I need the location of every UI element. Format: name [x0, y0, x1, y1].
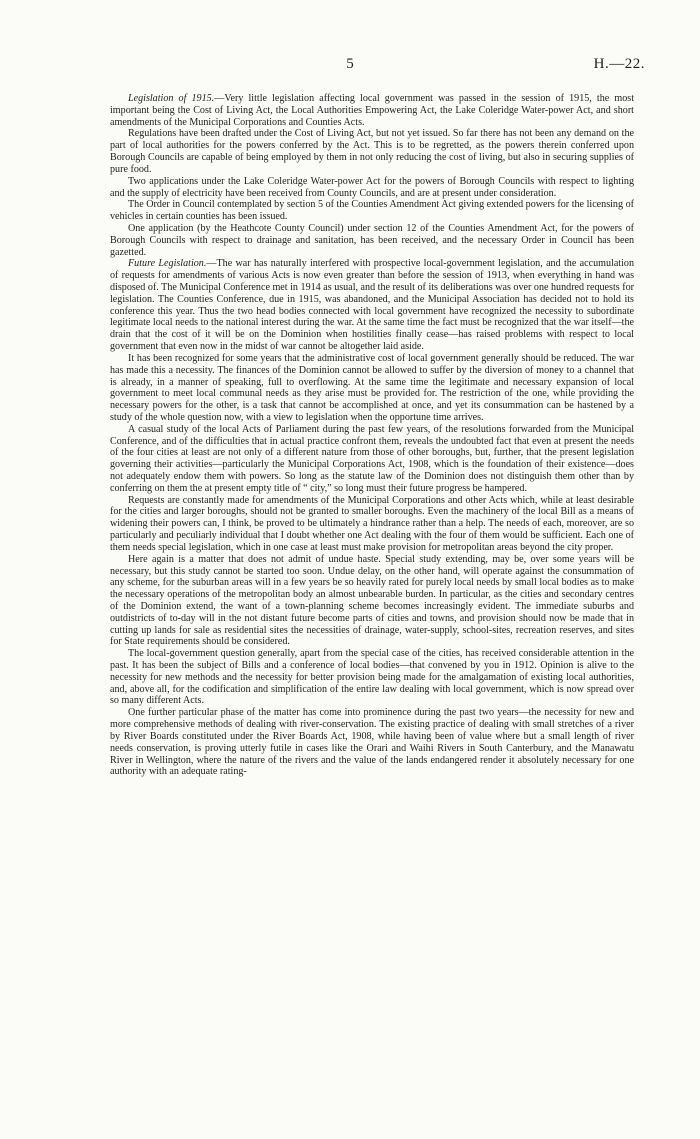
paragraph-text: Two applications under the Lake Coleridge Water-power Act for the powers of Borough Councils with respect to lighting and the supply of electricity have been received from County Councils, and are at present under consideration. [110, 175, 634, 199]
paragraph-text: —The war has naturally interfered with prospective local-government legislation, and the accumulation of requests for amendments of various Acts is now even greater than before the session of 1913, when everything in hand was disposed of. The Municipal Conference met in 1914 as usual, and the result of its deliberations was over one hundred requests for legislation. The Counties Conference, due in 1915, was abandoned, and the Municipal Association has decided not to hold its conference this year. Thus the two head bodies connected with local government have recognized the necessity to subordinate legitimate local needs to the national interest during the war. At the same time the fact must be recognized that the war itself—the drain that the cost of it will be on the Dominion when hostilities finally cease—has raised problems with respect to local government that even now in the midst of war cannot be altogether laid aside. [110, 258, 634, 353]
paragraph [110, 128, 634, 175]
paragraph [110, 199, 634, 223]
paragraph [110, 554, 634, 649]
paragraph-text: —Very little legislation affecting local government was passed in the session of 1915, the most important being the Cost of Living Act, the Local Authorities Empowering Act, the Lake Coleridge Water-power Act, and short amendments of the Municipal Corporations and Counties Acts. [110, 93, 634, 128]
paragraph-text: Requests are constantly made for amendments of the Municipal Corporations and other Acts which, while at least desirable for the cities and larger boroughs, should not be granted to smaller boroughs. Even the machinery of the local Bill as a means of widening their powers can, I think, be proved to be ultimately a hindrance rather than a help. The needs of each, moreover, are so particularly and peculiarly individual that I doubt whether one Act dealing with the four of them would be sufficient. Each one of them needs special legislation, which in one case at least must make provision for metropolitan areas beyond the city proper. [110, 494, 634, 553]
paragraph-text: Here again is a matter that does not admit of undue haste. Special study extending, may be, over some years will be necessary, but this study cannot be started too soon. Undue delay, on the other hand, will operate against the consummation of any scheme, for the suburban areas will in a few years be so heavily rated for purely local needs by small local bodies as to make the necessary operations of the metropolitan body an almost unbearable burden. In particular, as the cities and secondary centres of the Dominion extend, the want of a town-planning scheme becomes increasingly evident. The immediate suburbs and outdistricts of to-day will in the not distant future become parts of cities and towns, and provision should now be made that in cutting up lands for sale as residential sites the necessities of drainage, water-supply, school-sites, recreation reserves, and sites for State requirements should be considered. [110, 553, 634, 648]
paragraph-text: One application (by the Heathcote County Council) under section 12 of the Counties Amendment Act, for the powers of Borough Councils with respect to drainage and sanitation, has been received, and the necessary Order in Council has been gazetted. [110, 222, 634, 258]
paragraph [110, 424, 634, 495]
paragraph-text: The Order in Council contemplated by section 5 of the Counties Amendment Act giving extended powers for the licensing of vehicles in certain counties has been issued. [110, 199, 634, 223]
paragraph [110, 353, 634, 424]
paragraph-text: One further particular phase of the matter has come into prominence during the past two years—the necessity for new and more comprehensive methods of dealing with river-conservation. The existing practice of dealing with small stretches of a river by River Boards constituted under the River Boards Act, 1908, while having been of value where but a small length of river needs conservation, is proving utterly futile in cases like the Orari and Waihi Rivers in South Canterbury, and the Manawatu River in Wellington, where the nature of the rivers and the value of the lands endangered render it absolutely necessary for one authority with an adequate rating- [110, 707, 634, 778]
paragraph-heading: Legislation of 1915. [128, 93, 215, 104]
paragraph [110, 648, 634, 707]
paragraph [110, 93, 634, 128]
paragraph [110, 707, 634, 778]
paragraph-text: The local-government question generally, apart from the special case of the cities, has received considerable attention in the past. It has been the subject of Bills and a conference of local bodies—that convened by you in 1912. Opinion is alive to the necessity for new methods and the necessity for better provision being made for the amalgamation of existing local authorities, and, above all, for the codification and simplification of the entire law dealing with local government, which is now spread over so many different Acts. [110, 648, 634, 707]
paragraph-text: It has been recognized for some years that the administrative cost of local government generally should be reduced. The war has made this a necessity. The finances of the Dominion cannot be allowed to suffer by the diversion of money to a channel that is already, in a manner of speaking, full to overflowing. At the same time the legitimate and necessary expansion of local government to meet local communal needs as they arise must be provided for. The restriction of the one, while providing the necessary powers for the other, is a task that cannot be accomplished at once, and yet its consummation can be hastened by a study of the whole question now, with a view to legislation when the opportune time arrives. [110, 352, 634, 423]
paragraph [110, 495, 634, 554]
paragraph-text: A casual study of the local Acts of Parliament during the past few years, of the resolutions forwarded from the Municipal Conference, and of the difficulties that in actual practice confront them, reveals the undoubted fact that even at present the needs of the four cities at least are not only of a different nature from those of other boroughs, but, further, that the present legislation governing their activities—particularly the Municipal Corporations Act, 1908, which is the foundation of their existence—does not adequately endow them with powers. So long as the statute law of the Dominion does not distinguish them other than by conferring on them the at present empty title of “ city,” so long must their future progress be hampered. [110, 423, 634, 494]
paragraph-text: Regulations have been drafted under the Cost of Living Act, but not yet issued. So far there has not been any demand on the part of local authorities for the powers conferred by the Act. This is to be regretted, as the powers therein conferred upon Borough Councils are capable of being employed by them in not only reducing the cost of living, but also in securing supplies of pure food. [110, 128, 634, 175]
paragraph-heading: Future Legislation. [128, 258, 207, 270]
paragraph [110, 258, 634, 353]
document-reference: H.—22. [593, 56, 645, 72]
body-text [110, 93, 634, 778]
page-number: 5 [346, 56, 354, 72]
paragraph [110, 223, 634, 258]
paragraph [110, 176, 634, 200]
